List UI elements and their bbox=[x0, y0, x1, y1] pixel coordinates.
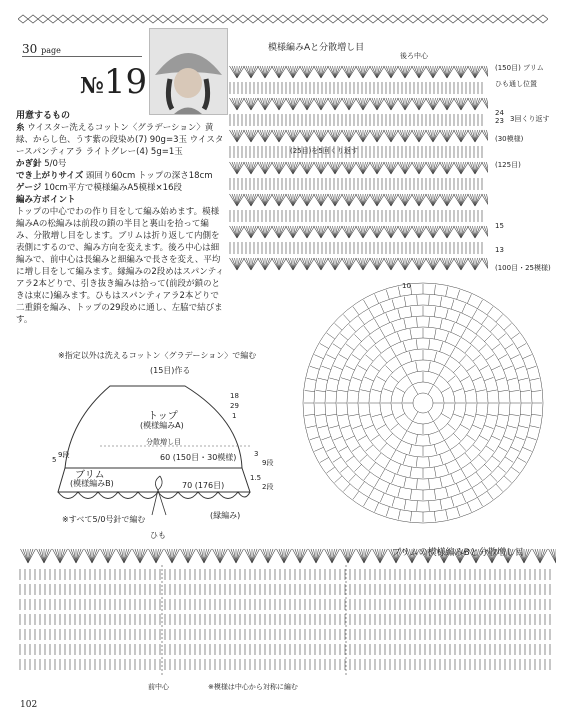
schematic-brim-label: ブリム bbox=[75, 470, 105, 481]
yarn-label: 糸 bbox=[16, 123, 25, 133]
page-reference bbox=[22, 42, 61, 56]
schematic-dim-29: 29 bbox=[230, 402, 239, 410]
hook-text: 5/0号 bbox=[44, 159, 67, 169]
label-r22: (30模様) bbox=[495, 135, 524, 143]
page-ref-word: page bbox=[41, 46, 61, 55]
label-r10: 10 bbox=[402, 282, 411, 290]
gauge-text: 10cm平方で模様編みA5模様×16段 bbox=[44, 183, 182, 193]
schematic-top-start: (15目)作る bbox=[150, 366, 191, 375]
schematic-dim-9dan-l: 9段 bbox=[58, 451, 70, 459]
schematic-edge-label: (縁編み) bbox=[210, 511, 241, 520]
schematic-dim-18: 18 bbox=[230, 392, 239, 400]
schematic-top-label: トップ bbox=[148, 411, 178, 422]
chart-top-back-center: 後ろ中心 bbox=[400, 52, 428, 60]
gauge-label: ゲージ bbox=[16, 183, 42, 193]
label-r29: ひも通し位置 bbox=[495, 80, 537, 88]
pattern-number bbox=[80, 62, 147, 102]
chart-top-title: 模様編みAと分散増し目 bbox=[268, 43, 365, 53]
size-text: 頭回り60cm トップの深さ18cm bbox=[86, 171, 213, 181]
pattern-no-prefix: № bbox=[80, 73, 104, 99]
brim-note-sym: ※模様は中心から対称に編む bbox=[208, 683, 298, 691]
label-r12: (100目・25模様) bbox=[495, 264, 551, 272]
schematic-row70: 70 (176目) bbox=[182, 481, 225, 490]
schematic-dim-1: 1 bbox=[232, 412, 237, 420]
points-label: 編み方ポイント bbox=[16, 195, 76, 205]
schematic-note-top: ※指定以外は洗えるコットン〈グラデーション〉で編む bbox=[58, 351, 257, 360]
model-photo bbox=[149, 28, 228, 115]
schematic-brim-sub: (模様編みB) bbox=[70, 479, 114, 488]
hook-label: かぎ針 bbox=[16, 159, 42, 169]
label-r13: 13 bbox=[495, 246, 504, 254]
schematic-himo: ひも bbox=[150, 531, 166, 540]
label-r23: 23 bbox=[495, 117, 504, 125]
label-r20: (125目) bbox=[495, 161, 521, 169]
materials-section bbox=[16, 110, 226, 326]
hook-line bbox=[16, 158, 226, 170]
schematic-row60: 60 (150目・30模様) bbox=[160, 453, 237, 462]
brim-stitch-chart bbox=[16, 545, 556, 680]
schematic-dim-15: 1.5 bbox=[250, 474, 262, 482]
schematic-dist-inc: 分散増し目 bbox=[146, 438, 181, 446]
page-ref-number: 30 bbox=[22, 42, 38, 56]
schematic-dim-9dan-r: 9段 bbox=[262, 459, 274, 467]
page-number: 102 bbox=[20, 700, 38, 710]
yarn-text: ウイスター洗えるコットン〈グラデーション〉黄緑、からし色、うす紫の段染め(7) 90g=3玉 ウイスタースパンティアラ ライトグレー(4) 5g=1玉 bbox=[16, 123, 224, 157]
brim-front-center: 前中心 bbox=[148, 683, 169, 691]
schematic-dim-2dan: 2段 bbox=[262, 483, 274, 491]
pattern-no-value: 19 bbox=[103, 62, 148, 102]
size-label: でき上がりサイズ bbox=[16, 171, 84, 181]
label-repeat5: (25目)を5回くり返す bbox=[290, 147, 358, 155]
yarn-line bbox=[16, 122, 226, 158]
schematic-dim-5: 5 bbox=[52, 456, 57, 464]
crown-circular-chart bbox=[298, 278, 548, 528]
schematic-top-sub: (模様編みA) bbox=[140, 421, 184, 430]
label-r150: (150目) ブリム bbox=[495, 64, 544, 72]
schematic-dim-3: 3 bbox=[254, 450, 259, 458]
chart-brim-title: ブリムの模様編みBと分散増し目 bbox=[392, 548, 524, 558]
size-line bbox=[16, 170, 226, 182]
page-ref-rule bbox=[22, 56, 142, 57]
materials-title: 用意するもの bbox=[16, 111, 71, 121]
label-r15: 15 bbox=[495, 222, 504, 230]
label-r24: 24 bbox=[495, 109, 504, 117]
gauge-line bbox=[16, 182, 226, 194]
decorative-border bbox=[18, 14, 548, 24]
label-repeat3: 3回くり返す bbox=[510, 115, 550, 123]
chart-top-stitch-rows bbox=[228, 60, 488, 275]
points-text: トップの中心でわの作り目をして編み始めます。模様編みAの松編みは前段の鎖の半目と裏山を拾って編み、分散増し目をします。ブリムは折り返して内側を表側にするので、編み方向を変えます。後ろ中心は細編みで、前中心は長編みと細編みで長さを変え、平均に増し目をして編みます。縁編みの2段めはスパンティアラ2本どりで、引き抜き編みは拾って(前段が鎖のときは束に)編みます。ひもはスパンティアラ2本どりで二重鎖を編み、トップの29段めに通し、左脇で結びます。 bbox=[16, 207, 225, 325]
schematic-note-all: ※すべて5/0号針で編む bbox=[62, 515, 146, 524]
